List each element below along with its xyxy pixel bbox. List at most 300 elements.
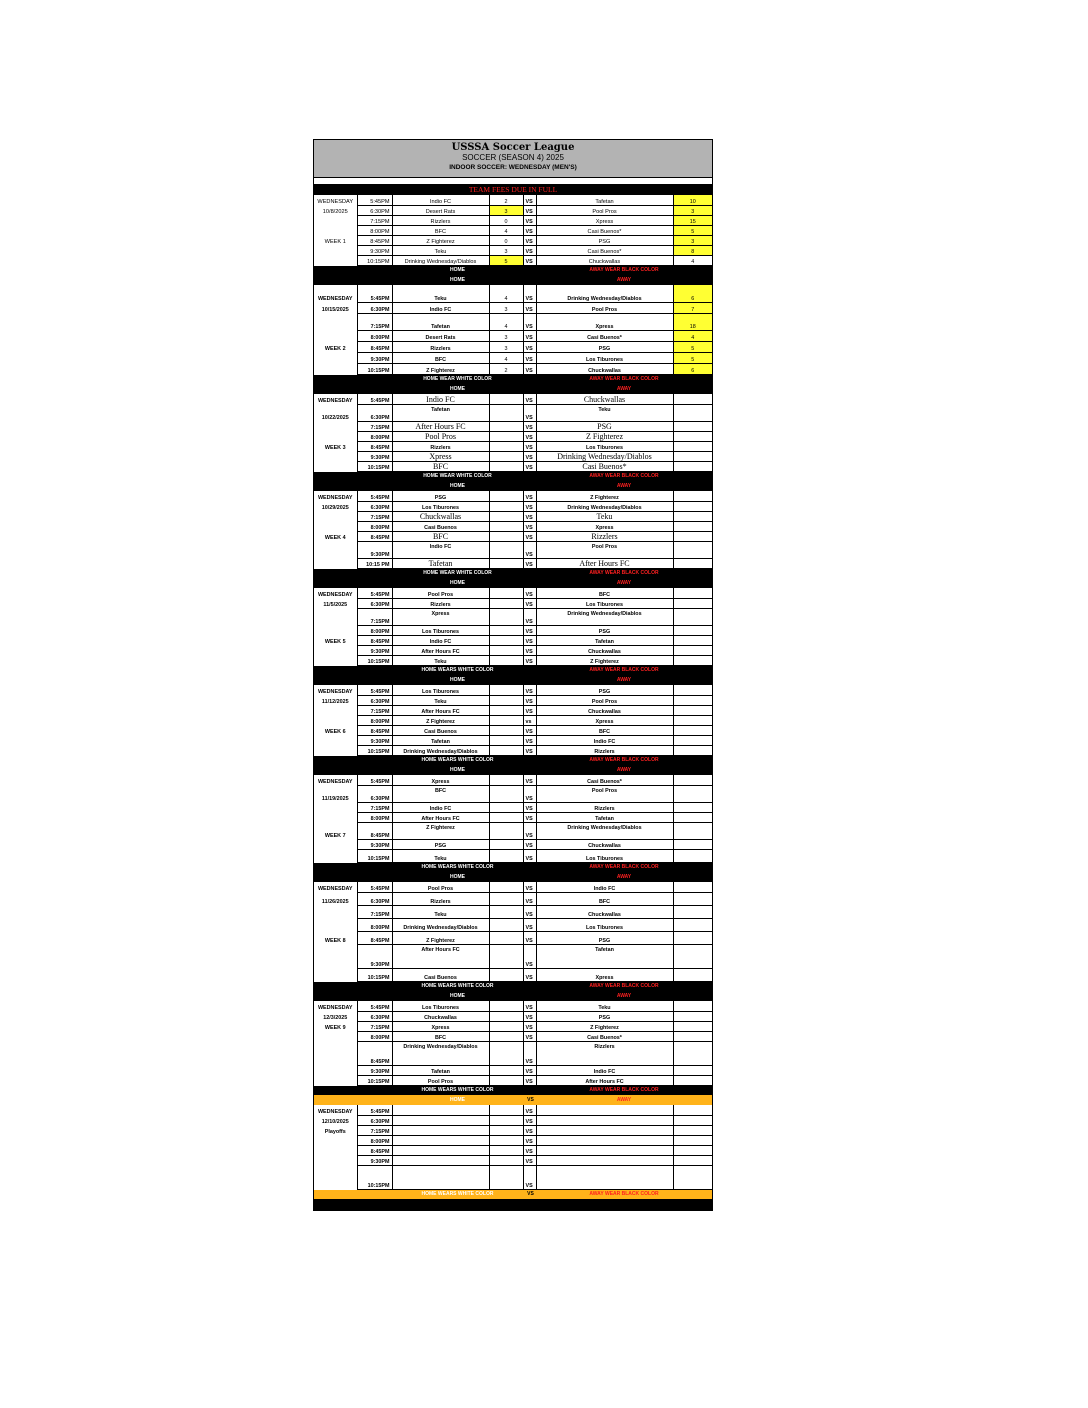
week-label (314, 1041, 357, 1065)
vs-label (523, 1085, 536, 1095)
away-team: PSG (536, 685, 673, 695)
week-label (314, 245, 357, 255)
away-score (673, 645, 712, 655)
vs-label (523, 265, 536, 275)
banner-row (314, 1085, 712, 1095)
date-label: 10/8/2025 (314, 205, 357, 215)
home-team (392, 1135, 489, 1145)
game-time: 10:15PM (357, 655, 392, 665)
vs-label: VS (523, 802, 536, 812)
game-time: 6:30PM (357, 1011, 392, 1021)
home-score (489, 501, 523, 511)
day-label: WEDNESDAY (314, 394, 357, 404)
playoffs-label: Playoffs (314, 1125, 357, 1135)
home-score: 4 (489, 225, 523, 235)
game-time: 8:45PM (357, 635, 392, 645)
banner-spacer (314, 765, 392, 775)
game-row (314, 608, 712, 625)
home-team: Tafetan (392, 735, 489, 745)
playoff-label (314, 1165, 357, 1189)
day-label: WEDNESDAY (314, 1105, 357, 1115)
home-score (489, 822, 523, 839)
home-team (392, 1115, 489, 1125)
home-team: Casi Buenos (392, 521, 489, 531)
week-label (314, 715, 357, 725)
game-time: 10:15 PM (357, 558, 392, 568)
away-team: PSG (536, 931, 673, 944)
vs-label: VS (523, 245, 536, 255)
away-score (673, 501, 712, 511)
home-team: Indio FC (392, 635, 489, 645)
week-label (314, 849, 357, 862)
away-score (673, 608, 712, 625)
schedule-table (314, 195, 712, 1199)
away-score (673, 431, 712, 441)
vs-label: VS (523, 511, 536, 521)
banner-spacer (314, 981, 392, 991)
home-label: HOME (392, 872, 523, 882)
banner-spacer (314, 862, 392, 872)
away-team (536, 1105, 673, 1115)
home-color-note: HOME (392, 265, 523, 275)
away-score (673, 1115, 712, 1125)
week-label: WEEK 4 (314, 531, 357, 541)
away-score (673, 451, 712, 461)
day-label: WEDNESDAY (314, 285, 357, 302)
home-score: 4 (489, 285, 523, 302)
home-score (489, 451, 523, 461)
game-row (314, 558, 712, 568)
game-time: 6:30PM (357, 892, 392, 905)
division-title: INDOOR SOCCER: WEDNESDAY (MEN'S) (449, 164, 577, 171)
away-color-note: AWAY WEAR BLACK COLOR (536, 755, 712, 765)
vs-label: VS (523, 822, 536, 839)
game-row (314, 695, 712, 705)
vs-label: VS (523, 404, 536, 421)
away-score (673, 839, 712, 849)
banner-row (314, 1095, 712, 1105)
week-label (314, 608, 357, 625)
game-time: 8:45PM (357, 441, 392, 451)
week-label (314, 655, 357, 665)
home-team: Z Fighterez (392, 931, 489, 944)
vs-label: VS (523, 394, 536, 404)
away-team (536, 1135, 673, 1145)
away-score (673, 1125, 712, 1135)
day-label: WEDNESDAY (314, 195, 357, 205)
date-label: 11/5/2025 (314, 598, 357, 608)
game-time: 8:45PM (357, 341, 392, 352)
away-score (673, 1065, 712, 1075)
week-label (314, 1065, 357, 1075)
week-label (314, 905, 357, 918)
game-time: 7:15PM (357, 802, 392, 812)
home-team: BFC (392, 1031, 489, 1041)
home-team: Tafetan (392, 404, 489, 421)
vs-label: VS (523, 918, 536, 931)
home-score (489, 421, 523, 431)
away-team: Z Fighterez (536, 655, 673, 665)
game-row (314, 905, 712, 918)
away-score (673, 394, 712, 404)
home-score (489, 521, 523, 531)
away-team: Los Tiburones (536, 849, 673, 862)
week-label (314, 1075, 357, 1085)
game-row (314, 451, 712, 461)
vs-label (523, 981, 536, 991)
game-time: 7:15PM (357, 215, 392, 225)
home-score (489, 491, 523, 501)
away-team (536, 1115, 673, 1125)
home-team: Los Tiburones (392, 1001, 489, 1011)
game-time: 9:30PM (357, 352, 392, 363)
vs-label: VS (523, 812, 536, 822)
game-row (314, 839, 712, 849)
week-label (314, 645, 357, 655)
game-time: 5:45PM (357, 775, 392, 785)
week-label (314, 812, 357, 822)
away-score: 5 (673, 225, 712, 235)
game-row (314, 431, 712, 441)
away-team: Rizzlers (536, 745, 673, 755)
away-score (673, 1021, 712, 1031)
game-time: 6:30PM (357, 785, 392, 802)
home-team: Z Fighterez (392, 822, 489, 839)
home-score (489, 785, 523, 802)
vs-label: VS (523, 541, 536, 558)
banner-row (314, 471, 712, 481)
game-time: 9:30PM (357, 451, 392, 461)
away-score (673, 822, 712, 839)
vs-label: VS (523, 905, 536, 918)
away-color-note: AWAY WEAR BLACK COLOR (536, 981, 712, 991)
week-label (314, 363, 357, 374)
home-color-note: HOME WEARS WHITE COLOR (392, 665, 523, 675)
vs-label: VS (523, 1041, 536, 1065)
game-row (314, 812, 712, 822)
away-score (673, 1145, 712, 1155)
away-team: Casi Buenos* (536, 1031, 673, 1041)
away-score (673, 802, 712, 812)
game-time: 9:30PM (357, 541, 392, 558)
game-row (314, 745, 712, 755)
vs-label: VS (523, 205, 536, 215)
home-score (489, 511, 523, 521)
vs-label: VS (523, 352, 536, 363)
game-time: 6:30PM (357, 205, 392, 215)
banner-row (314, 275, 712, 285)
playoff-row (314, 1135, 712, 1145)
game-row (314, 352, 712, 363)
away-team: Drinking Wednesday/Diablos (536, 608, 673, 625)
home-score (489, 1065, 523, 1075)
away-team: PSG (536, 235, 673, 245)
away-score (673, 785, 712, 802)
home-score (489, 882, 523, 892)
game-time: 9:30PM (357, 839, 392, 849)
away-score (673, 685, 712, 695)
vs-label: VS (523, 313, 536, 330)
game-time: 5:45PM (357, 1001, 392, 1011)
away-score: 5 (673, 341, 712, 352)
game-row (314, 531, 712, 541)
home-team (392, 1145, 489, 1155)
home-color-note: HOME WEARS WHITE COLOR (392, 1189, 523, 1199)
game-time: 5:45PM (357, 1105, 392, 1115)
away-team (536, 1155, 673, 1165)
game-time: 8:00PM (357, 715, 392, 725)
playoff-label (314, 1155, 357, 1165)
week-label (314, 431, 357, 441)
vs-label: VS (523, 735, 536, 745)
game-row (314, 255, 712, 265)
home-team: BFC (392, 531, 489, 541)
away-color-note: AWAY WEAR BLACK COLOR (536, 374, 712, 384)
away-team: BFC (536, 588, 673, 598)
vs-label: VS (523, 235, 536, 245)
home-score (489, 812, 523, 822)
vs-label: VS (523, 1105, 536, 1115)
vs-label: VS (523, 775, 536, 785)
home-team: Casi Buenos (392, 725, 489, 735)
away-score (673, 521, 712, 531)
home-team: Xpress (392, 608, 489, 625)
banner-spacer (314, 568, 392, 578)
banner-row (314, 481, 712, 491)
game-time: 9:30PM (357, 944, 392, 968)
home-team: Drinking Wednesday/Diablos (392, 918, 489, 931)
schedule-sheet (313, 139, 713, 1211)
date-label: 10/22/2025 (314, 404, 357, 421)
game-row (314, 968, 712, 981)
away-score: 7 (673, 302, 712, 313)
game-time: 5:45PM (357, 882, 392, 892)
vs-label: VS (523, 1165, 536, 1189)
away-score: 18 (673, 313, 712, 330)
week-label (314, 541, 357, 558)
banner-spacer (314, 578, 392, 588)
away-team: Xpress (536, 215, 673, 225)
day-label: WEDNESDAY (314, 588, 357, 598)
away-score (673, 705, 712, 715)
away-team: Casi Buenos* (536, 245, 673, 255)
vs-label (523, 862, 536, 872)
game-time: 9:30PM (357, 1065, 392, 1075)
home-color-note: HOME WEARS WHITE COLOR (392, 755, 523, 765)
game-row (314, 461, 712, 471)
game-row (314, 511, 712, 521)
banner-row (314, 755, 712, 765)
home-score (489, 695, 523, 705)
away-team (536, 1125, 673, 1135)
vs-label: VS (523, 255, 536, 265)
away-score (673, 404, 712, 421)
week-label (314, 215, 357, 225)
away-team: Chuckwallas (536, 394, 673, 404)
away-team: Drinking Wednesday/Diablos (536, 822, 673, 839)
away-score (673, 491, 712, 501)
game-row (314, 785, 712, 802)
away-label: AWAY (536, 1095, 712, 1105)
vs-label: VS (523, 341, 536, 352)
game-row (314, 421, 712, 431)
game-row (314, 394, 712, 404)
vs-label (523, 568, 536, 578)
home-score (489, 645, 523, 655)
away-score (673, 745, 712, 755)
home-team: Z Fighterez (392, 235, 489, 245)
away-score (673, 695, 712, 705)
game-time: 5:45PM (357, 491, 392, 501)
game-time: 10:15PM (357, 968, 392, 981)
home-team: Pool Pros (392, 1075, 489, 1085)
game-row (314, 235, 712, 245)
home-team: Xpress (392, 775, 489, 785)
away-team: PSG (536, 625, 673, 635)
vs-label: VS (523, 302, 536, 313)
vs-label: VS (523, 655, 536, 665)
home-score (489, 1075, 523, 1085)
home-team (392, 1165, 489, 1189)
banner-row (314, 1189, 712, 1199)
day-label: WEDNESDAY (314, 882, 357, 892)
vs-label: VS (523, 558, 536, 568)
home-team (392, 1105, 489, 1115)
away-score (673, 905, 712, 918)
sheet-header (314, 140, 712, 178)
banner-spacer (314, 275, 392, 285)
game-row (314, 341, 712, 352)
game-row (314, 1001, 712, 1011)
game-row (314, 441, 712, 451)
game-time: 7:15PM (357, 1021, 392, 1031)
game-time: 8:45PM (357, 1145, 392, 1155)
away-team: Chuckwallas (536, 705, 673, 715)
game-time: 7:15PM (357, 1125, 392, 1135)
away-team: Chuckwallas (536, 905, 673, 918)
home-score (489, 1041, 523, 1065)
banner-spacer (314, 1085, 392, 1095)
away-team: Tafetan (536, 195, 673, 205)
game-row (314, 363, 712, 374)
home-score: 5 (489, 255, 523, 265)
away-team: Casi Buenos* (536, 461, 673, 471)
game-time: 5:45PM (357, 685, 392, 695)
home-team: Rizzlers (392, 892, 489, 905)
week-label (314, 625, 357, 635)
home-score (489, 918, 523, 931)
home-label: HOME (392, 1095, 523, 1105)
away-team: Xpress (536, 521, 673, 531)
away-score (673, 655, 712, 665)
playoff-row (314, 1145, 712, 1155)
playoff-row (314, 1105, 712, 1115)
home-color-note: HOME WEARS WHITE COLOR (392, 981, 523, 991)
vs-label: VS (523, 1011, 536, 1021)
game-time: 9:30PM (357, 645, 392, 655)
vs-label: VS (523, 588, 536, 598)
game-time: 5:45PM (357, 195, 392, 205)
banner-row (314, 265, 712, 275)
away-score (673, 1075, 712, 1085)
date-label: 12/10/2025 (314, 1115, 357, 1125)
game-time: 8:45PM (357, 931, 392, 944)
vs-label: VS (523, 645, 536, 655)
home-team: Z Fighterez (392, 363, 489, 374)
away-color-note: AWAY WEAR BLACK COLOR (536, 1085, 712, 1095)
home-score: 3 (489, 302, 523, 313)
away-team: Xpress (536, 715, 673, 725)
away-team: BFC (536, 725, 673, 735)
banner-row (314, 862, 712, 872)
away-score (673, 1001, 712, 1011)
day-label: WEDNESDAY (314, 491, 357, 501)
home-score (489, 558, 523, 568)
playoff-row (314, 1125, 712, 1135)
game-row (314, 918, 712, 931)
game-time: 5:45PM (357, 285, 392, 302)
game-row (314, 944, 712, 968)
banner-spacer (314, 665, 392, 675)
home-score: 4 (489, 352, 523, 363)
home-team: Casi Buenos (392, 968, 489, 981)
vs-label: VS (523, 1125, 536, 1135)
game-time: 8:00PM (357, 1031, 392, 1041)
home-team: Los Tiburones (392, 501, 489, 511)
week-label: WEEK 6 (314, 725, 357, 735)
banner-row (314, 991, 712, 1001)
home-score (489, 598, 523, 608)
away-team: Drinking Wednesday/Diablos (536, 501, 673, 511)
game-row (314, 302, 712, 313)
week-label: WEEK 1 (314, 235, 357, 245)
home-team: Teku (392, 849, 489, 862)
vs-label (523, 471, 536, 481)
game-time: 10:15PM (357, 745, 392, 755)
away-score (673, 882, 712, 892)
week-label (314, 352, 357, 363)
away-team: Xpress (536, 968, 673, 981)
away-team: Teku (536, 511, 673, 521)
banner-spacer (314, 384, 392, 394)
week-label (314, 225, 357, 235)
playoff-label (314, 1145, 357, 1155)
away-score: 10 (673, 195, 712, 205)
away-score: 15 (673, 215, 712, 225)
playoff-row (314, 1165, 712, 1189)
vs-label: VS (523, 1155, 536, 1165)
game-time: 7:15PM (357, 608, 392, 625)
vs-label: VS (523, 1095, 536, 1105)
game-time: 10:15PM (357, 363, 392, 374)
away-color-note: AWAY WEAR BLACK COLOR (536, 568, 712, 578)
game-time: 7:15PM (357, 421, 392, 431)
game-row (314, 735, 712, 745)
away-team: PSG (536, 421, 673, 431)
date-label: 10/15/2025 (314, 302, 357, 313)
home-team: Drinking Wednesday/Diablos (392, 745, 489, 755)
home-team: After Hours FC (392, 421, 489, 431)
home-label: HOME (392, 384, 523, 394)
away-team (536, 1145, 673, 1155)
vs-label (523, 275, 536, 285)
away-score (673, 725, 712, 735)
vs-label: VS (523, 745, 536, 755)
away-team: Pool Pros (536, 785, 673, 802)
game-time: 8:45PM (357, 531, 392, 541)
home-score: 2 (489, 363, 523, 374)
away-label: AWAY (536, 991, 712, 1001)
